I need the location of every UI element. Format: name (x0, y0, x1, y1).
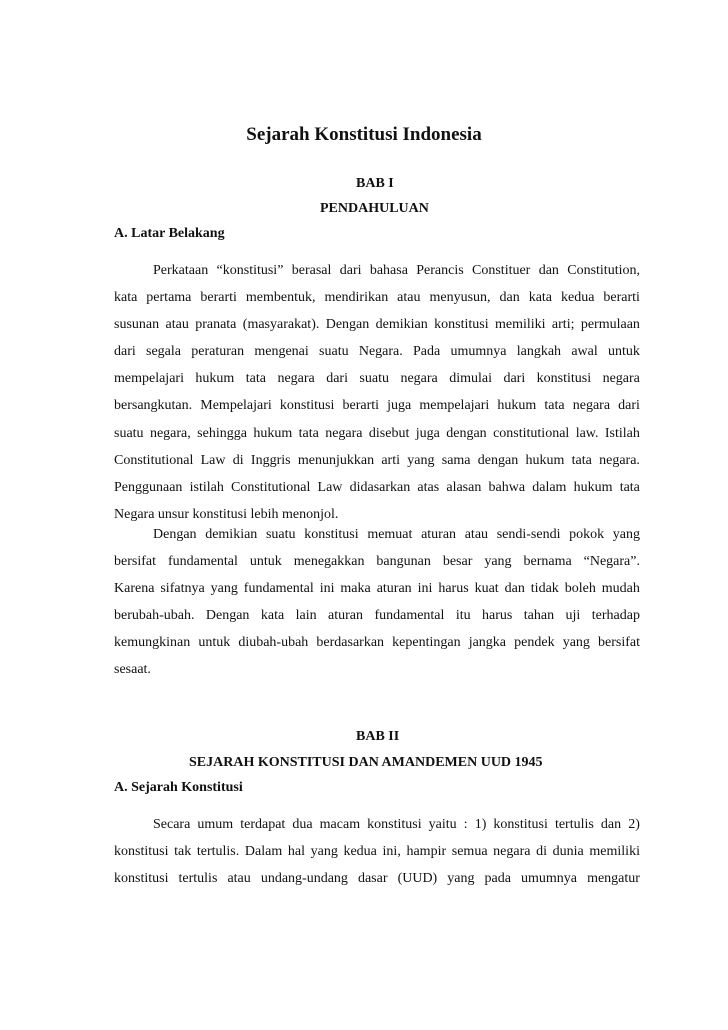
paragraph-line: bersangkutan. Mempelajari konstitusi berarti juga mempelajari hukum tata negara dari (114, 398, 640, 414)
paragraph-line: kemungkinan untuk diubah-ubah berdasarkan kepentingan jangka pendek yang bersifat (114, 635, 640, 651)
paragraph-line: suatu negara, sehingga hukum tata negara disebut juga dengan constitutional law. Istilah (114, 425, 640, 441)
paragraph-line: sesaat. (114, 662, 151, 678)
paragraph-line: Constitutional Law di Inggris menunjukkan arti yang sama dengan hukum tata negara. (114, 452, 640, 468)
chapter-2-label: BAB II (356, 729, 400, 744)
paragraph-line: bersifat fundamental untuk menegakkan bangunan besar yang bernama “Negara”. (114, 554, 640, 570)
paragraph-line: Karena sifatnya yang fundamental ini maka aturan ini harus kuat dan tidak boleh mudah (114, 581, 640, 597)
paragraph-line: kata pertama berarti membentuk, mendirikan atau menyusun, dan kata kedua berarti (114, 290, 640, 306)
document-title: Sejarah Konstitusi Indonesia (246, 124, 482, 145)
paragraph-line: konstitusi tertulis atau undang-undang dasar (UUD) yang pada umumnya mengatur (114, 871, 640, 887)
paragraph-sejarah-konstitusi-1 (114, 811, 640, 892)
paragraph-line: susunan atau pranata (masyarakat). Dengan demikian konstitusi memiliki arti; permulaan (114, 317, 640, 333)
section-latar-belakang-heading: A. Latar Belakang (114, 226, 225, 241)
paragraph-line: Secara umum terdapat dua macam konstitusi yaitu : 1) konstitusi tertulis dan 2) (153, 817, 640, 832)
section-sejarah-konstitusi-heading: A. Sejarah Konstitusi (114, 780, 243, 795)
paragraph-line: dari segala peraturan mengenai suatu Negara. Pada umumnya langkah awal untuk (114, 344, 640, 360)
chapter-2-name: SEJARAH KONSTITUSI DAN AMANDEMEN UUD 1945 (189, 755, 543, 770)
paragraph-line: berubah-ubah. Dengan kata lain aturan fundamental itu harus tahan uji terhadap (114, 608, 640, 624)
paragraph-line: Perkataan “konstitusi” berasal dari bahasa Perancis Constituer dan Constitution, (153, 263, 640, 278)
paragraph-line: Negara unsur konstitusi lebih menonjol. (114, 506, 339, 522)
paragraph-line: konstitusi tak tertulis. Dalam hal yang kedua ini, hampir semua negara di dunia memiliki (114, 844, 640, 860)
paragraph-line: Penggunaan istilah Constitutional Law didasarkan atas alasan bahwa dalam hukum tata (114, 479, 640, 495)
paragraph-line: Dengan demikian suatu konstitusi memuat aturan atau sendi-sendi pokok yang (153, 527, 640, 542)
paragraph-line: mempelajari hukum tata negara dari suatu negara dimulai dari konstitusi negara (114, 371, 640, 387)
chapter-1-label: BAB I (356, 176, 394, 191)
chapter-1-name: PENDAHULUAN (320, 201, 429, 216)
paragraph-latar-belakang-2 (114, 521, 640, 684)
paragraph-latar-belakang-1 (114, 257, 640, 528)
